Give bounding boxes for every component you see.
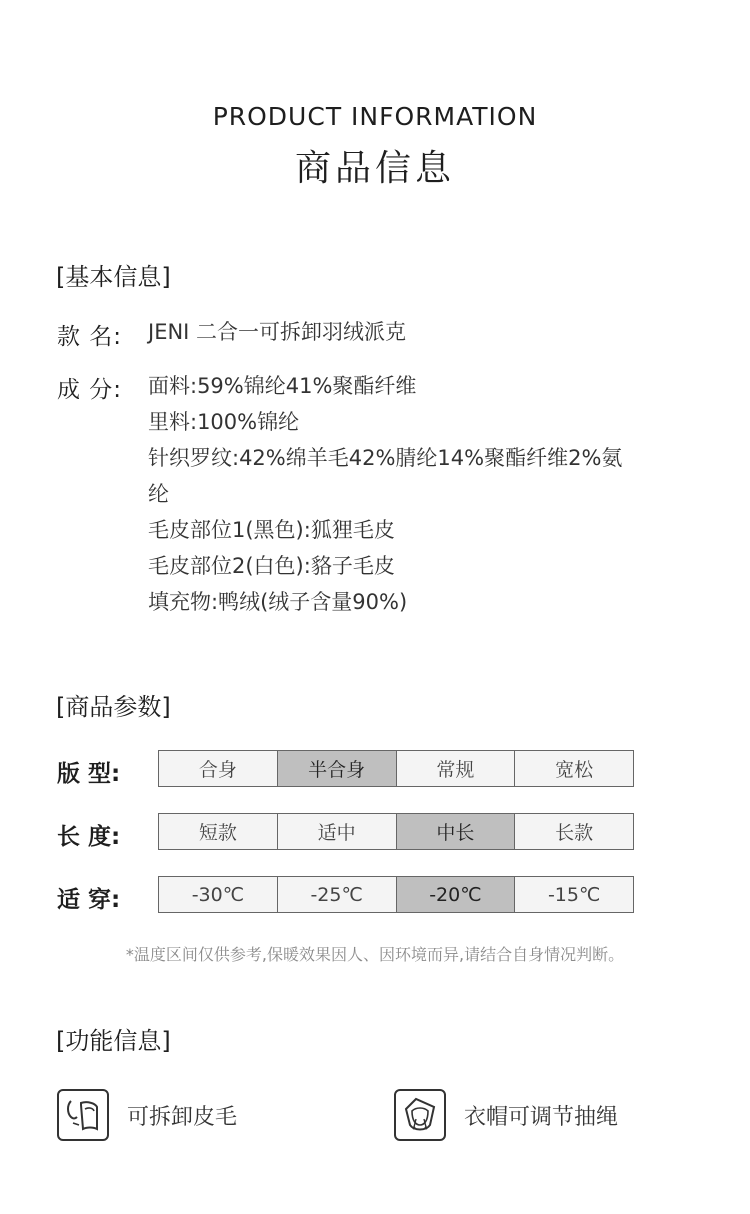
temperature-option: -30℃ [159, 877, 278, 912]
fit-option: 常规 [397, 751, 516, 786]
section-title-features: [功能信息] [56, 1027, 171, 1055]
length-options [158, 813, 634, 850]
section-title-basic: [基本信息] [56, 263, 171, 291]
composition-line: 纶 [148, 482, 169, 506]
fit-option: 合身 [159, 751, 278, 786]
length-option: 长款 [515, 814, 633, 849]
temperature-option: -15℃ [515, 877, 633, 912]
temperature-option: -20℃ [397, 877, 516, 912]
fit-label: 版 型: [57, 761, 121, 787]
composition-line: 毛皮部位1(黑色):狐狸毛皮 [148, 518, 395, 542]
composition-line: 填充物:鸭绒(绒子含量90%) [148, 590, 408, 614]
composition-line: 针织罗纹:42%绵羊毛42%腈纶14%聚酯纤维2%氨 [148, 446, 623, 470]
detachable-fur-icon [57, 1089, 109, 1141]
temperature-label: 适 穿: [57, 887, 121, 913]
length-label: 长 度: [57, 824, 121, 850]
fit-option: 半合身 [278, 751, 397, 786]
hood-drawstring-icon [394, 1089, 446, 1141]
length-option: 短款 [159, 814, 278, 849]
composition-label: 成 分: [57, 377, 123, 403]
temperature-options [158, 876, 634, 913]
name-label: 款 名: [57, 324, 123, 350]
temperature-note: *温度区间仅供参考,保暖效果因人、因环境而异,请结合自身情况判断。 [125, 945, 625, 964]
fit-option: 宽松 [515, 751, 633, 786]
feature-label: 可拆卸皮毛 [127, 1104, 238, 1130]
composition-list [148, 368, 693, 620]
composition-line: 毛皮部位2(白色):貉子毛皮 [148, 554, 395, 578]
length-option: 中长 [397, 814, 516, 849]
fit-options [158, 750, 634, 787]
length-option: 适中 [278, 814, 397, 849]
composition-line: 里料:100%锦纶 [148, 410, 300, 434]
feature-item [57, 1089, 237, 1141]
name-value: JENI 二合一可拆卸羽绒派克 [148, 320, 407, 344]
feature-label: 衣帽可调节抽绳 [464, 1104, 619, 1130]
feature-item [394, 1089, 618, 1141]
section-title-params: [商品参数] [56, 693, 171, 721]
composition-line: 面料:59%锦纶41%聚酯纤维 [148, 374, 417, 398]
title-zh: 商品信息 [294, 148, 455, 189]
title-en: PRODUCT INFORMATION [212, 102, 538, 131]
temperature-option: -25℃ [278, 877, 397, 912]
